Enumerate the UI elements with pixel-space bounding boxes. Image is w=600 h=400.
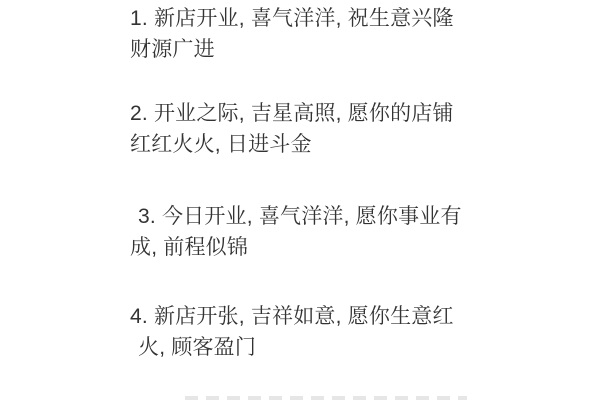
list-item-3-line-2: 成, 前程似锦 xyxy=(130,236,249,259)
list-item-1-line-2: 财源广进 xyxy=(130,38,215,61)
list-item-1 xyxy=(130,3,490,65)
list-item-2-line-2: 红红火火, 日进斗金 xyxy=(130,133,312,156)
list-item-1-line-1: 1. 新店开业, 喜气洋洋, 祝生意兴隆 xyxy=(130,7,454,30)
list-item-2-line-1: 2. 开业之际, 吉星高照, 愿你的店铺 xyxy=(130,102,454,125)
list-item-3-line-1: 3. 今日开业, 喜气洋洋, 愿你事业有 xyxy=(138,205,462,228)
list-item-4-line-2: 火, 顾客盈门 xyxy=(138,336,257,359)
list-item-2 xyxy=(130,98,490,160)
list-item-4 xyxy=(130,301,490,363)
list-item-3 xyxy=(130,201,490,263)
list-item-4-line-1: 4. 新店开张, 吉祥如意, 愿你生意红 xyxy=(130,305,454,328)
clipped-next-line xyxy=(185,396,467,400)
